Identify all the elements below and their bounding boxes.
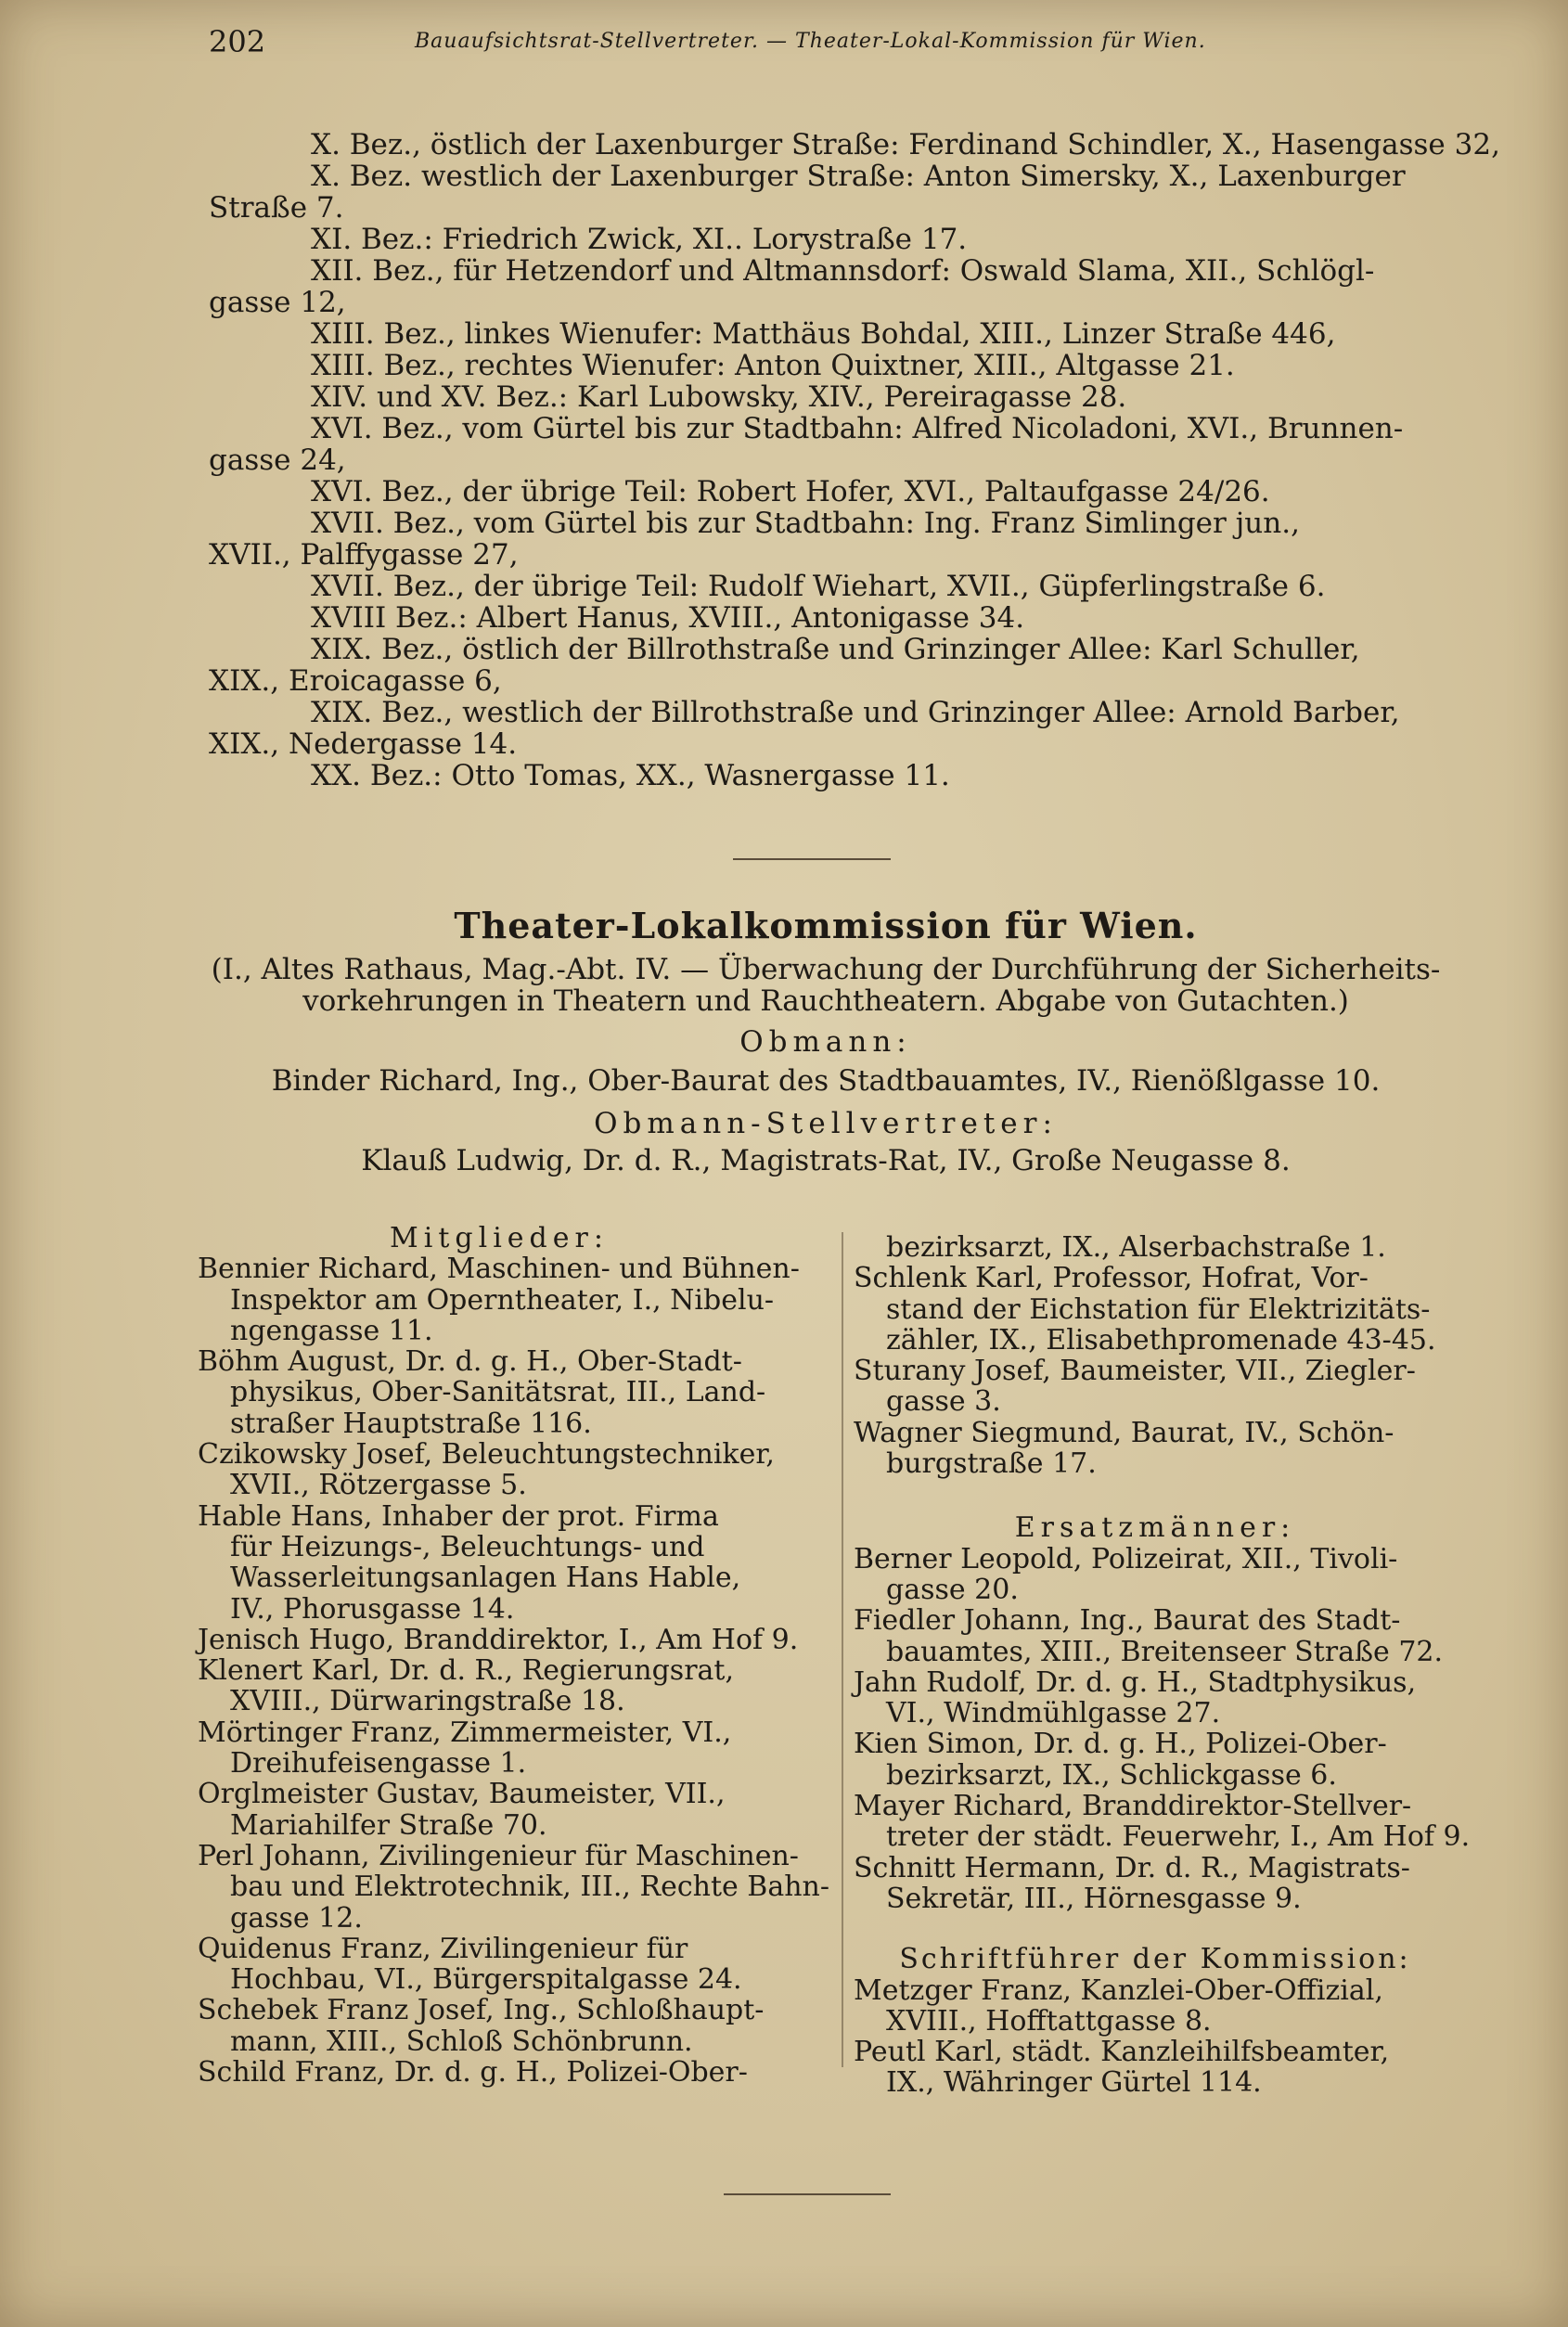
secretary-line: Metzger Franz, Kanzlei-Ober-Offizial, <box>854 1973 1383 2007</box>
member-line: zähler, IX., Elisabethpromenade 43-45. <box>886 1323 1436 1356</box>
substitute-line: Schnitt Hermann, Dr. d. R., Magistrats- <box>854 1851 1410 1884</box>
secretary-line: XVIII., Hofftattgasse 8. <box>886 2004 1212 2038</box>
member-line: Hable Hans, Inhaber der prot. Firma <box>198 1499 719 1533</box>
substitute-line: Jahn Rudolf, Dr. d. g. H., Stadtphysikus, <box>854 1665 1417 1699</box>
running-title: Bauaufsichtsrat-Stellvertreter. — Theater-Lokal-Kommission für Wien. <box>415 30 1206 53</box>
substitute-line: Berner Leopold, Polizeirat, XII., Tivoli- <box>854 1542 1398 1575</box>
page-header <box>209 24 1276 61</box>
member-line: Mariahilfer Straße 70. <box>230 1808 547 1842</box>
member-line: mann, XIII., Schloß Schönbrunn. <box>230 2025 693 2058</box>
substitute-line: treter der städt. Feuerwehr, I., Am Hof 9. <box>886 1820 1471 1854</box>
district-line: gasse 24, <box>209 444 346 477</box>
members-right-column <box>854 1231 1471 2100</box>
district-line: XVII. Bez., vom Gürtel bis zur Stadtbahn: Ing. Franz Simlinger jun., <box>311 507 1300 540</box>
substitute-line: gasse 20. <box>886 1573 1019 1606</box>
district-line: Straße 7. <box>209 191 344 225</box>
description-line: (I., Altes Rathaus, Mag.-Abt. IV. — Überwachung der Durchführung der Sicherheits- <box>211 953 1441 986</box>
member-line: Schild Franz, Dr. d. g. H., Polizei-Ober- <box>198 2056 748 2089</box>
substitutes-heading: Ersatzmänner: <box>1014 1511 1296 1545</box>
member-line: XVII., Rötzergasse 5. <box>230 1469 527 1502</box>
member-line: Hochbau, VI., Bürgerspitalgasse 24. <box>230 1963 742 1997</box>
chair-heading: Obmann: <box>739 1025 912 1059</box>
substitute-line: VI., Windmühlgasse 27. <box>886 1697 1221 1730</box>
deputy-heading: Obmann-Stellvertreter: <box>594 1107 1058 1140</box>
section-title: Theater-Lokalkommission für Wien. <box>454 905 1198 946</box>
substitute-line: Mayer Richard, Branddirektor-Stellver- <box>854 1790 1412 1823</box>
member-line: Wasserleitungsanlagen Hans Hable, <box>230 1562 741 1595</box>
member-line: Schebek Franz Josef, Ing., Schloßhaupt- <box>198 1994 765 2027</box>
district-line: gasse 12, <box>209 286 346 319</box>
secretaries-heading: Schriftführer der Kommission: <box>899 1943 1411 1976</box>
member-line: Böhm August, Dr. d. g. H., Ober-Stadt- <box>198 1345 742 1379</box>
district-line: XIX., Eroicagasse 6, <box>209 664 502 698</box>
member-line: IV., Phorusgasse 14. <box>230 1592 515 1626</box>
member-line: Czikowsky Josef, Beleuchtungstechniker, <box>198 1438 775 1472</box>
members-left-column <box>198 1222 829 2089</box>
member-line: ngengasse 11. <box>230 1314 433 1347</box>
member-line: Perl Johann, Zivilingenieur für Maschinen- <box>198 1839 799 1872</box>
district-line: XIX. Bez., östlich der Billrothstraße und Grinzinger Allee: Karl Schuller, <box>311 633 1360 666</box>
member-line: Quidenus Franz, Zivilingenieur für <box>198 1932 688 1965</box>
substitute-line: bauamtes, XIII., Breitenseer Straße 72. <box>886 1635 1444 1668</box>
district-line: XVIII Bez.: Albert Hanus, XVIII., Antonigasse 34. <box>311 601 1025 635</box>
district-line: XVII., Palffygasse 27, <box>209 538 519 572</box>
district-line: XX. Bez.: Otto Tomas, XX., Wasnergasse 11. <box>311 759 950 792</box>
chair-entry: Binder Richard, Ing., Ober-Baurat des Stadtbauamtes, IV., Rienößlgasse 10. <box>271 1064 1381 1098</box>
secretary-line: IX., Währinger Gürtel 114. <box>886 2066 1262 2100</box>
substitute-line: Sekretär, III., Hörnesgasse 9. <box>886 1882 1302 1915</box>
district-list <box>209 128 1500 792</box>
substitute-line: Kien Simon, Dr. d. g. H., Polizei-Ober- <box>854 1728 1387 1761</box>
district-line: XII. Bez., für Hetzendorf und Altmannsdorf: Oswald Slama, XII., Schlögl- <box>311 254 1375 288</box>
member-line: stand der Eichstation für Elektrizitäts- <box>886 1292 1431 1326</box>
district-line: XVII. Bez., der übrige Teil: Rudolf Wiehart, XVII., Güpferlingstraße 6. <box>311 570 1326 603</box>
section-divider <box>733 858 891 860</box>
member-line: gasse 12. <box>230 1901 363 1935</box>
district-line: XIII. Bez., linkes Wienufer: Matthäus Bohdal, XIII., Linzer Straße 446, <box>311 317 1336 351</box>
description-line: vorkehrungen in Theatern und Rauchtheatern. Abgabe von Gutachten.) <box>302 984 1349 1018</box>
page-number: 202 <box>209 24 266 59</box>
district-line: X. Bez. westlich der Laxenburger Straße: Anton Simersky, X., Laxenburger <box>311 160 1406 193</box>
column-divider <box>842 1232 843 2067</box>
district-line: XVI. Bez., vom Gürtel bis zur Stadtbahn: Alfred Nicoladoni, XVI., Brunnen- <box>311 412 1404 445</box>
district-line: XIV. und XV. Bez.: Karl Lubowsky, XIV., Pereiragasse 28. <box>311 380 1127 414</box>
members-heading: Mitglieder: <box>390 1222 609 1254</box>
member-line: bau und Elektrotechnik, III., Rechte Bahn- <box>230 1871 829 1904</box>
substitute-line: Fiedler Johann, Ing., Baurat des Stadt- <box>854 1604 1401 1638</box>
bottom-divider <box>724 2193 891 2195</box>
member-line: straßer Hauptstraße 116. <box>230 1407 592 1440</box>
member-line: Wagner Siegmund, Baurat, IV., Schön- <box>854 1416 1394 1449</box>
member-line: burgstraße 17. <box>886 1447 1097 1481</box>
district-line: XI. Bez.: Friedrich Zwick, XI.. Lorystraße 17. <box>311 223 968 256</box>
member-line: Inspektor am Operntheater, I., Nibelu- <box>230 1283 775 1317</box>
deputy-entry: Klauß Ludwig, Dr. d. R., Magistrats-Rat, IV., Große Neugasse 8. <box>361 1144 1291 1177</box>
member-line: Sturany Josef, Baumeister, VII., Ziegler- <box>854 1355 1416 1388</box>
district-line: XVI. Bez., der übrige Teil: Robert Hofer, XVI., Paltaufgasse 24/26. <box>311 475 1270 508</box>
member-line: Mörtinger Franz, Zimmermeister, VI., <box>198 1716 732 1749</box>
member-line: Dreihufeisengasse 1. <box>230 1747 527 1781</box>
member-line: Klenert Karl, Dr. d. R., Regierungsrat, <box>198 1654 735 1688</box>
member-line: Bennier Richard, Maschinen- und Bühnen- <box>198 1253 800 1286</box>
member-line: Orglmeister Gustav, Baumeister, VII., <box>198 1778 726 1811</box>
member-line: gasse 3. <box>886 1385 1001 1419</box>
member-line: Schlenk Karl, Professor, Hofrat, Vor- <box>854 1262 1369 1295</box>
district-line: XIII. Bez., rechtes Wienufer: Anton Quixtner, XIII., Altgasse 21. <box>311 349 1235 382</box>
district-line: X. Bez., östlich der Laxenburger Straße: Ferdinand Schindler, X., Hasengasse 32, <box>311 128 1500 161</box>
member-line: für Heizungs-, Beleuchtungs- und <box>230 1530 705 1563</box>
commission-section <box>209 905 1443 1176</box>
member-line: Jenisch Hugo, Branddirektor, I., Am Hof 9. <box>198 1623 799 1656</box>
substitute-line: bezirksarzt, IX., Schlickgasse 6. <box>886 1758 1337 1792</box>
district-line: XIX. Bez., westlich der Billrothstraße und Grinzinger Allee: Arnold Barber, <box>311 696 1400 729</box>
member-line: bezirksarzt, IX., Alserbachstraße 1. <box>886 1231 1386 1264</box>
secretary-line: Peutl Karl, städt. Kanzleihilfsbeamter, <box>854 2036 1390 2069</box>
member-line: physikus, Ober-Sanitätsrat, III., Land- <box>230 1376 766 1409</box>
district-line: XIX., Nedergasse 14. <box>209 727 518 761</box>
member-line: XVIII., Dürwaringstraße 18. <box>230 1685 625 1718</box>
